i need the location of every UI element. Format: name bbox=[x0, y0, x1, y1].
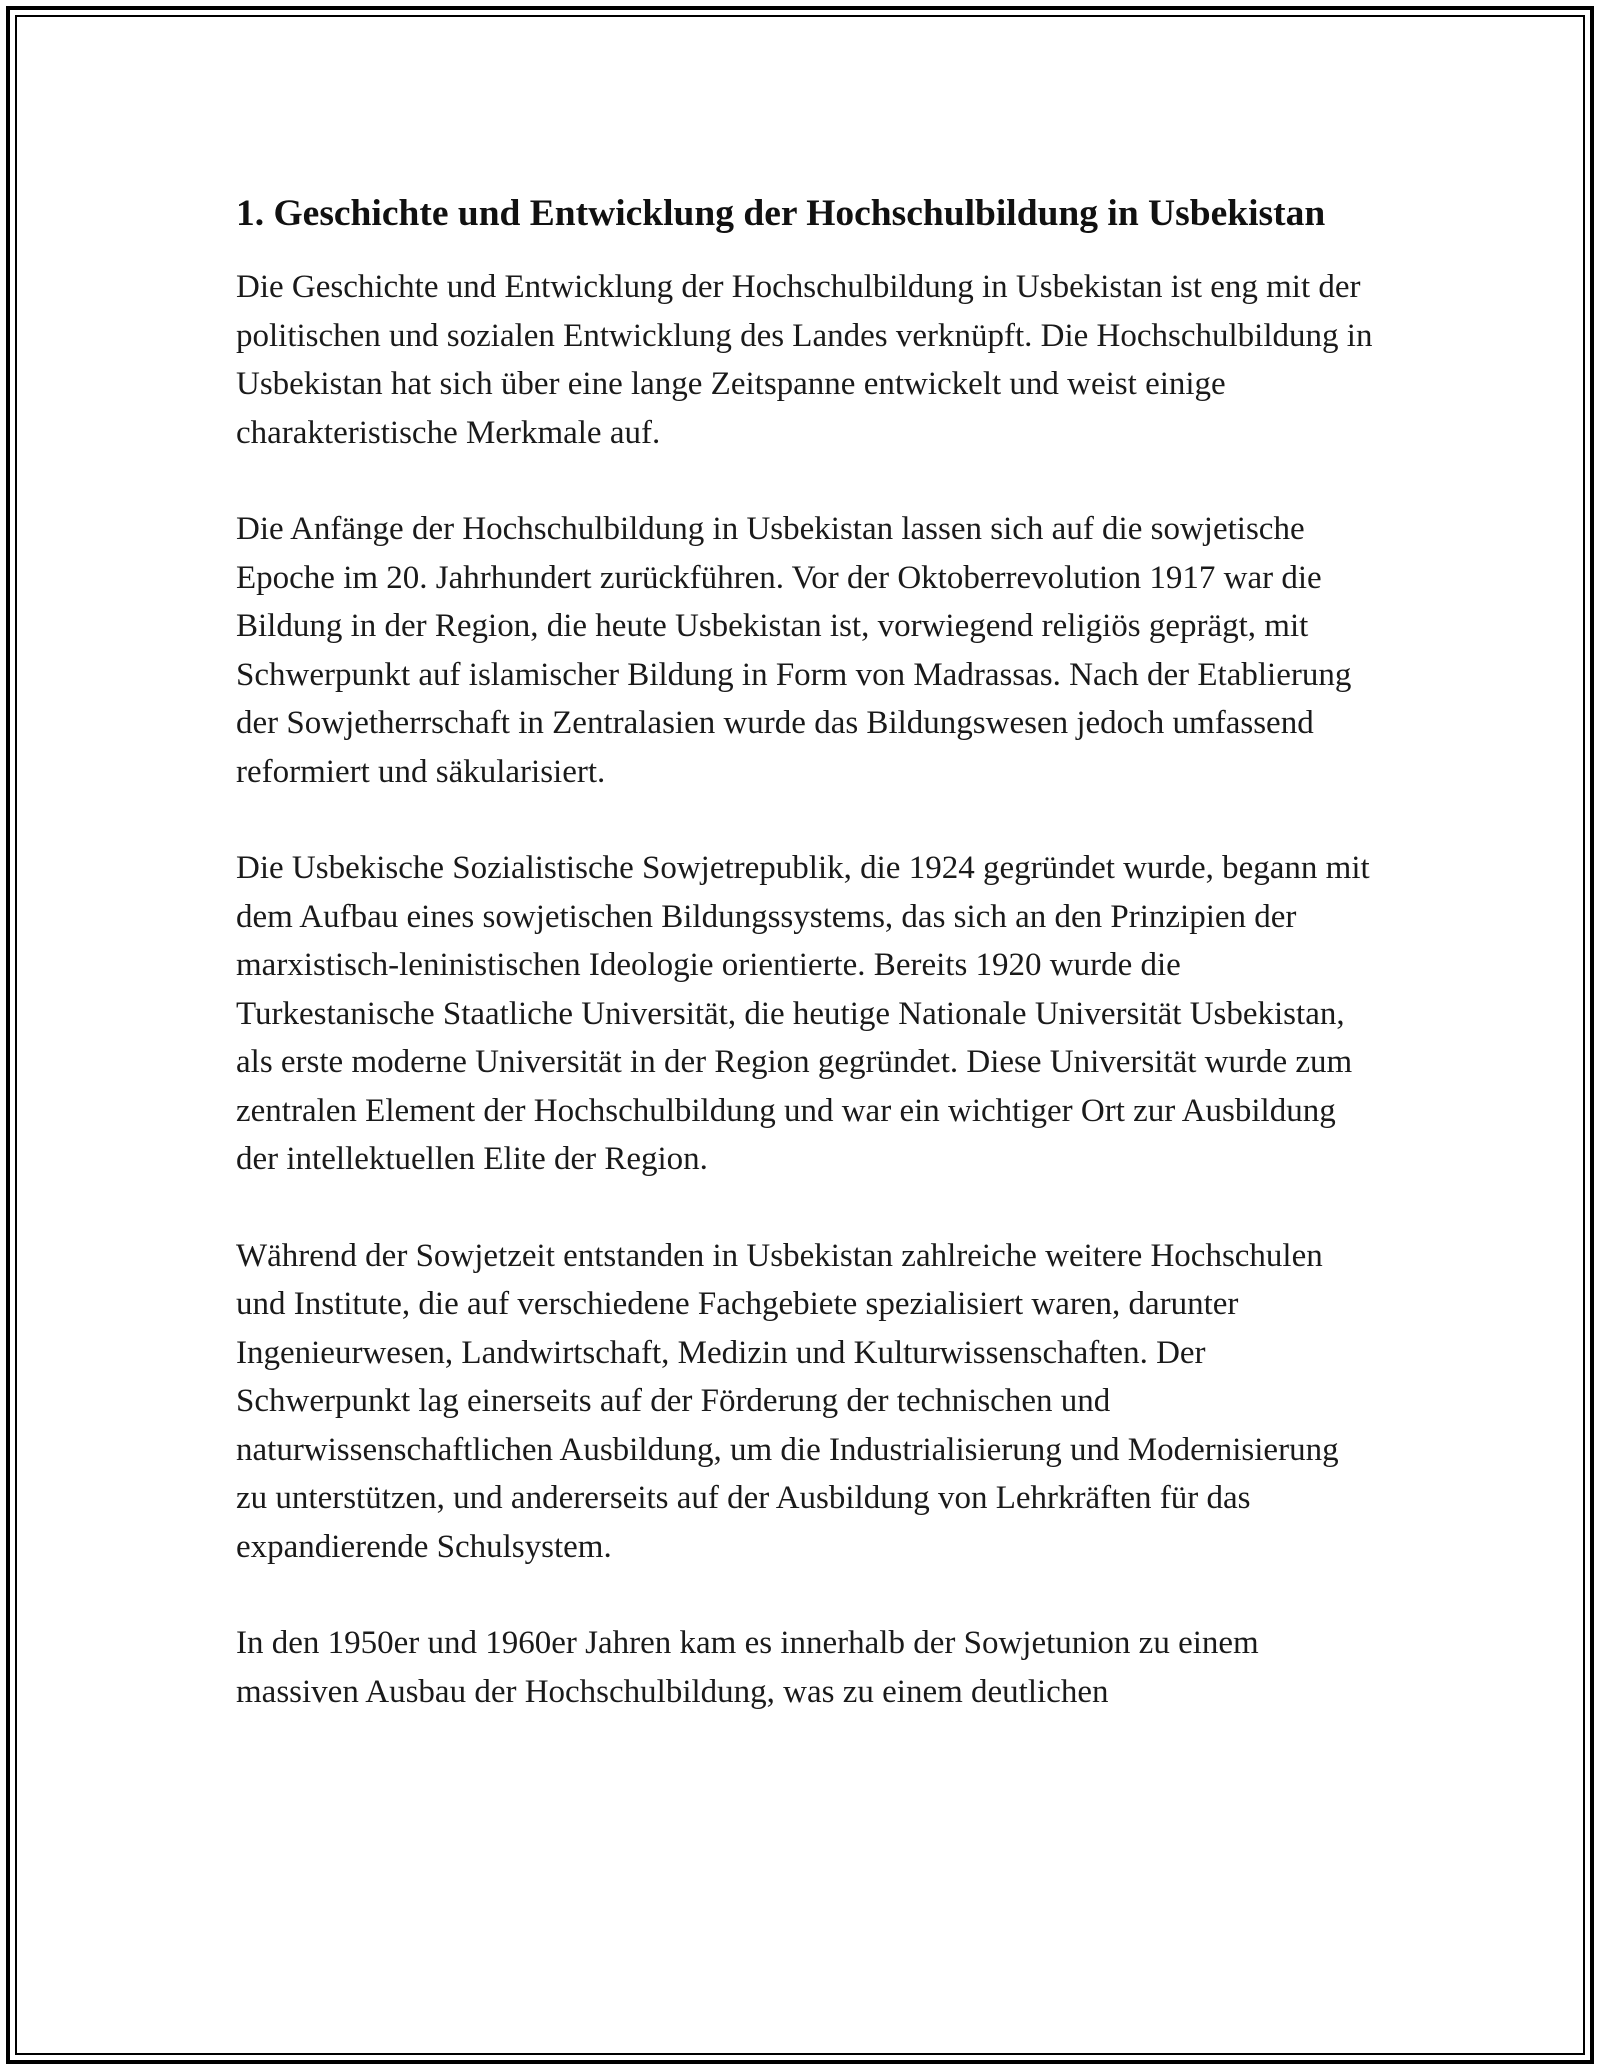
paragraph-1: Die Geschichte und Entwicklung der Hochschulbildung in Usbekistan ist eng mit der politischen und sozialen Entwicklung des Landes verknüpft. Die Hochschulbildung in Usbekistan hat sich über eine lange Zeitspanne entwickelt und weist einige charakteristische Merkmale auf. bbox=[236, 269, 1373, 451]
paragraph-3: Die Usbekische Sozialistische Sowjetrepublik, die 1924 gegründet wurde, begann mit dem Aufbau eines sowjetischen Bildungssystems, das sich an den Prinzipien der marxistisch-leninistischen Ideologie orientierte. Bereits 1920 wurde die Turkestanische Staatliche Universität, die heutige Nationale Universität Usbekistan, als erste moderne Universität in der Region gegründet. Diese Universität wurde zum zentralen Element der Hochschulbildung und war ein wichtiger Ort zur Ausbildung der intellektuellen Elite der Region. bbox=[236, 850, 1370, 1177]
paragraph-4: Während der Sowjetzeit entstanden in Usbekistan zahlreiche weitere Hochschulen und Institute, die auf verschiedene Fachgebiete spezialisiert waren, darunter Ingenieurwesen, Landwirtschaft, Medizin und Kulturwissenschaften. Der Schwerpunkt lag einerseits auf der Förderung der technischen und naturwissenschaftlichen Ausbildung, um die Industrialisierung und Modernisierung zu unterstützen, und andererseits auf der Ausbildung von Lehrkräften für das expandierende Schulsystem. bbox=[236, 1237, 1339, 1565]
document-body bbox=[236, 186, 1376, 1716]
paragraph-5: In den 1950er und 1960er Jahren kam es innerhalb der Sowjetunion zu einem massiven Ausbau der Hochschulbildung, was zu einem deutlichen bbox=[236, 1625, 1259, 1710]
section-heading: 1. Geschichte und Entwicklung der Hochschulbildung in Usbekistan bbox=[236, 193, 1326, 234]
paragraph-2: Die Anfänge der Hochschulbildung in Usbekistan lassen sich auf die sowjetische Epoche im 20. Jahrhundert zurückführen. Vor der Oktoberrevolution 1917 war die Bildung in der Region, die heute Usbekistan ist, vorwiegend religiös geprägt, mit Schwerpunkt auf islamischer Bildung in Form von Madrassas. Nach der Etablierung der Sowjetherrschaft in Zentralasien wurde das Bildungswesen jedoch umfassend reformiert und säkularisiert. bbox=[236, 511, 1352, 790]
